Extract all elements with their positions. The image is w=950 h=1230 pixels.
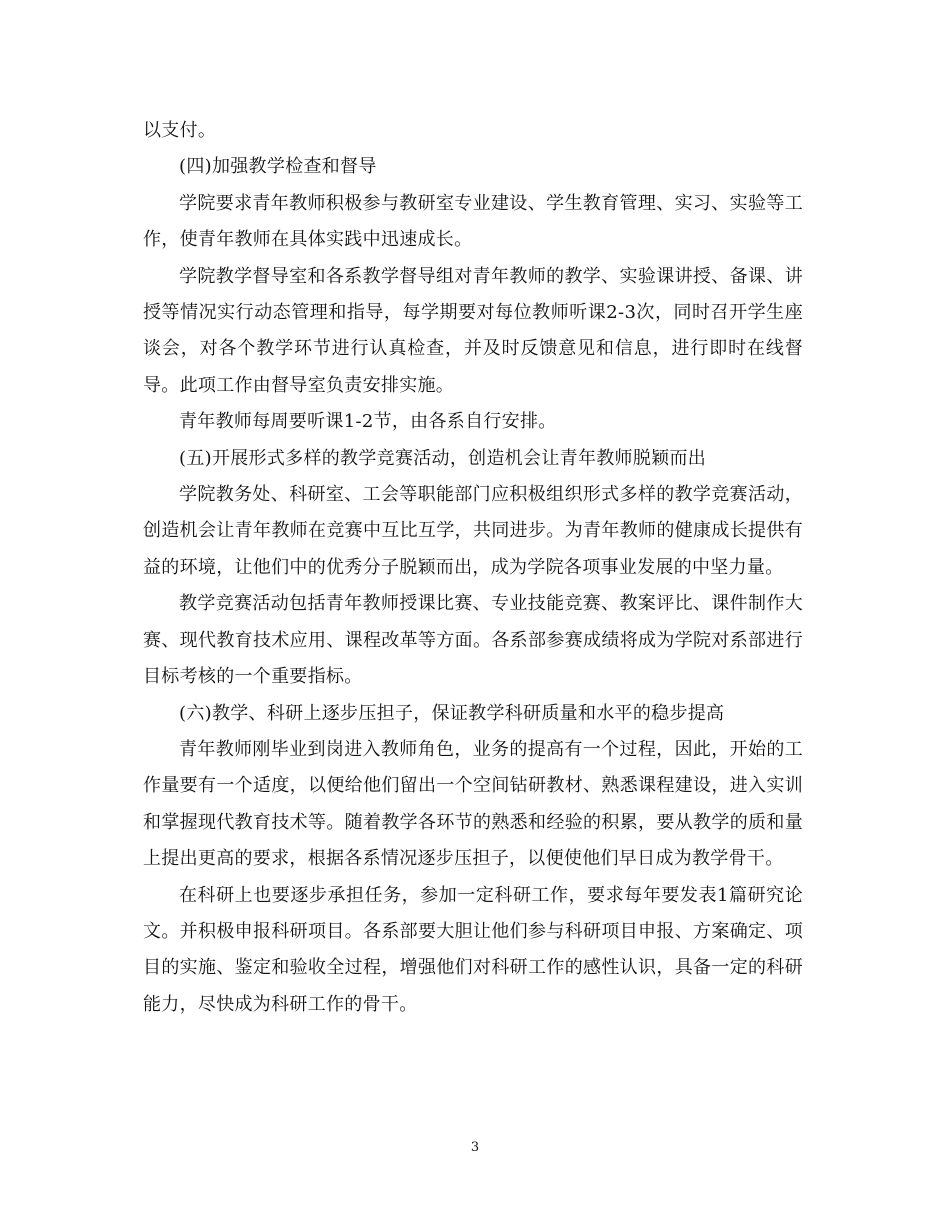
section-heading-six: (六)教学、科研上逐步压担子，保证教学科研质量和水平的稳步提高 (179, 702, 725, 724)
paragraph: 学院教务处、科研室、工会等职能部门应积极组织形式多样的教学竞赛活动，创造机会让青年教师在竞赛中互比互学，共同进步。为青年教师的健康成长提供有益的环境，让他们中的优秀分子脱颖而出，成为学院各项事业发展的中坚力量。 (143, 484, 803, 578)
paragraph: 学院要求青年教师积极参与教研室专业建设、学生教育管理、实习、实验等工作，使青年教师在具体实践中迅速成长。 (143, 192, 803, 251)
paragraph: 教学竞赛活动包括青年教师授课比赛、专业技能竞赛、教案评比、课件制作大赛、现代教育技术应用、课程改革等方面。各系部参赛成绩将成为学院对系部进行目标考核的一个重要指标。 (143, 593, 803, 688)
paragraph: 青年教师刚毕业到岗进入教师角色，业务的提高有一个过程，因此，开始的工作量要有一个适度，以便给他们留出一个空间钻研教材、熟悉课程建设，进入实训和掌握现代教育技术等。随着教学各环节的熟悉和经验的积累，要从教学的质和量上提出更高的要求，根据各系情况逐步压担子，以便使他们早日成为教学骨干。 (143, 738, 803, 870)
document-body (143, 113, 803, 1023)
page-number: 3 (470, 1140, 480, 1155)
paragraph: 青年教师每周要听课1-2节，由各系自行安排。 (179, 411, 557, 433)
paragraph: 学院教学督导室和各系教学督导组对青年教师的教学、实验课讲授、备课、讲授等情况实行动态管理和指导，每学期要对每位教师听课2-3次，同时召开学生座谈会，对各个教学环节进行认真检查，并及时反馈意见和信息，进行即时在线督导。此项工作由督导室负责安排实施。 (143, 265, 803, 396)
paragraph: 在科研上也要逐步承担任务，参加一定科研工作，要求每年要发表1篇研究论文。并积极申报科研项目。各系部要大胆让他们参与科研项目申报、方案确定、项目的实施、鉴定和验收全过程，增强他们对科研工作的感性认识，具备一定的科研能力，尽快成为科研工作的骨干。 (143, 884, 803, 1015)
section-heading-four: (四)加强教学检查和督导 (179, 156, 377, 178)
paragraph: 以支付。 (143, 120, 217, 141)
section-heading-five: (五)开展形式多样的教学竞赛活动，创造机会让青年教师脱颖而出 (179, 447, 707, 469)
